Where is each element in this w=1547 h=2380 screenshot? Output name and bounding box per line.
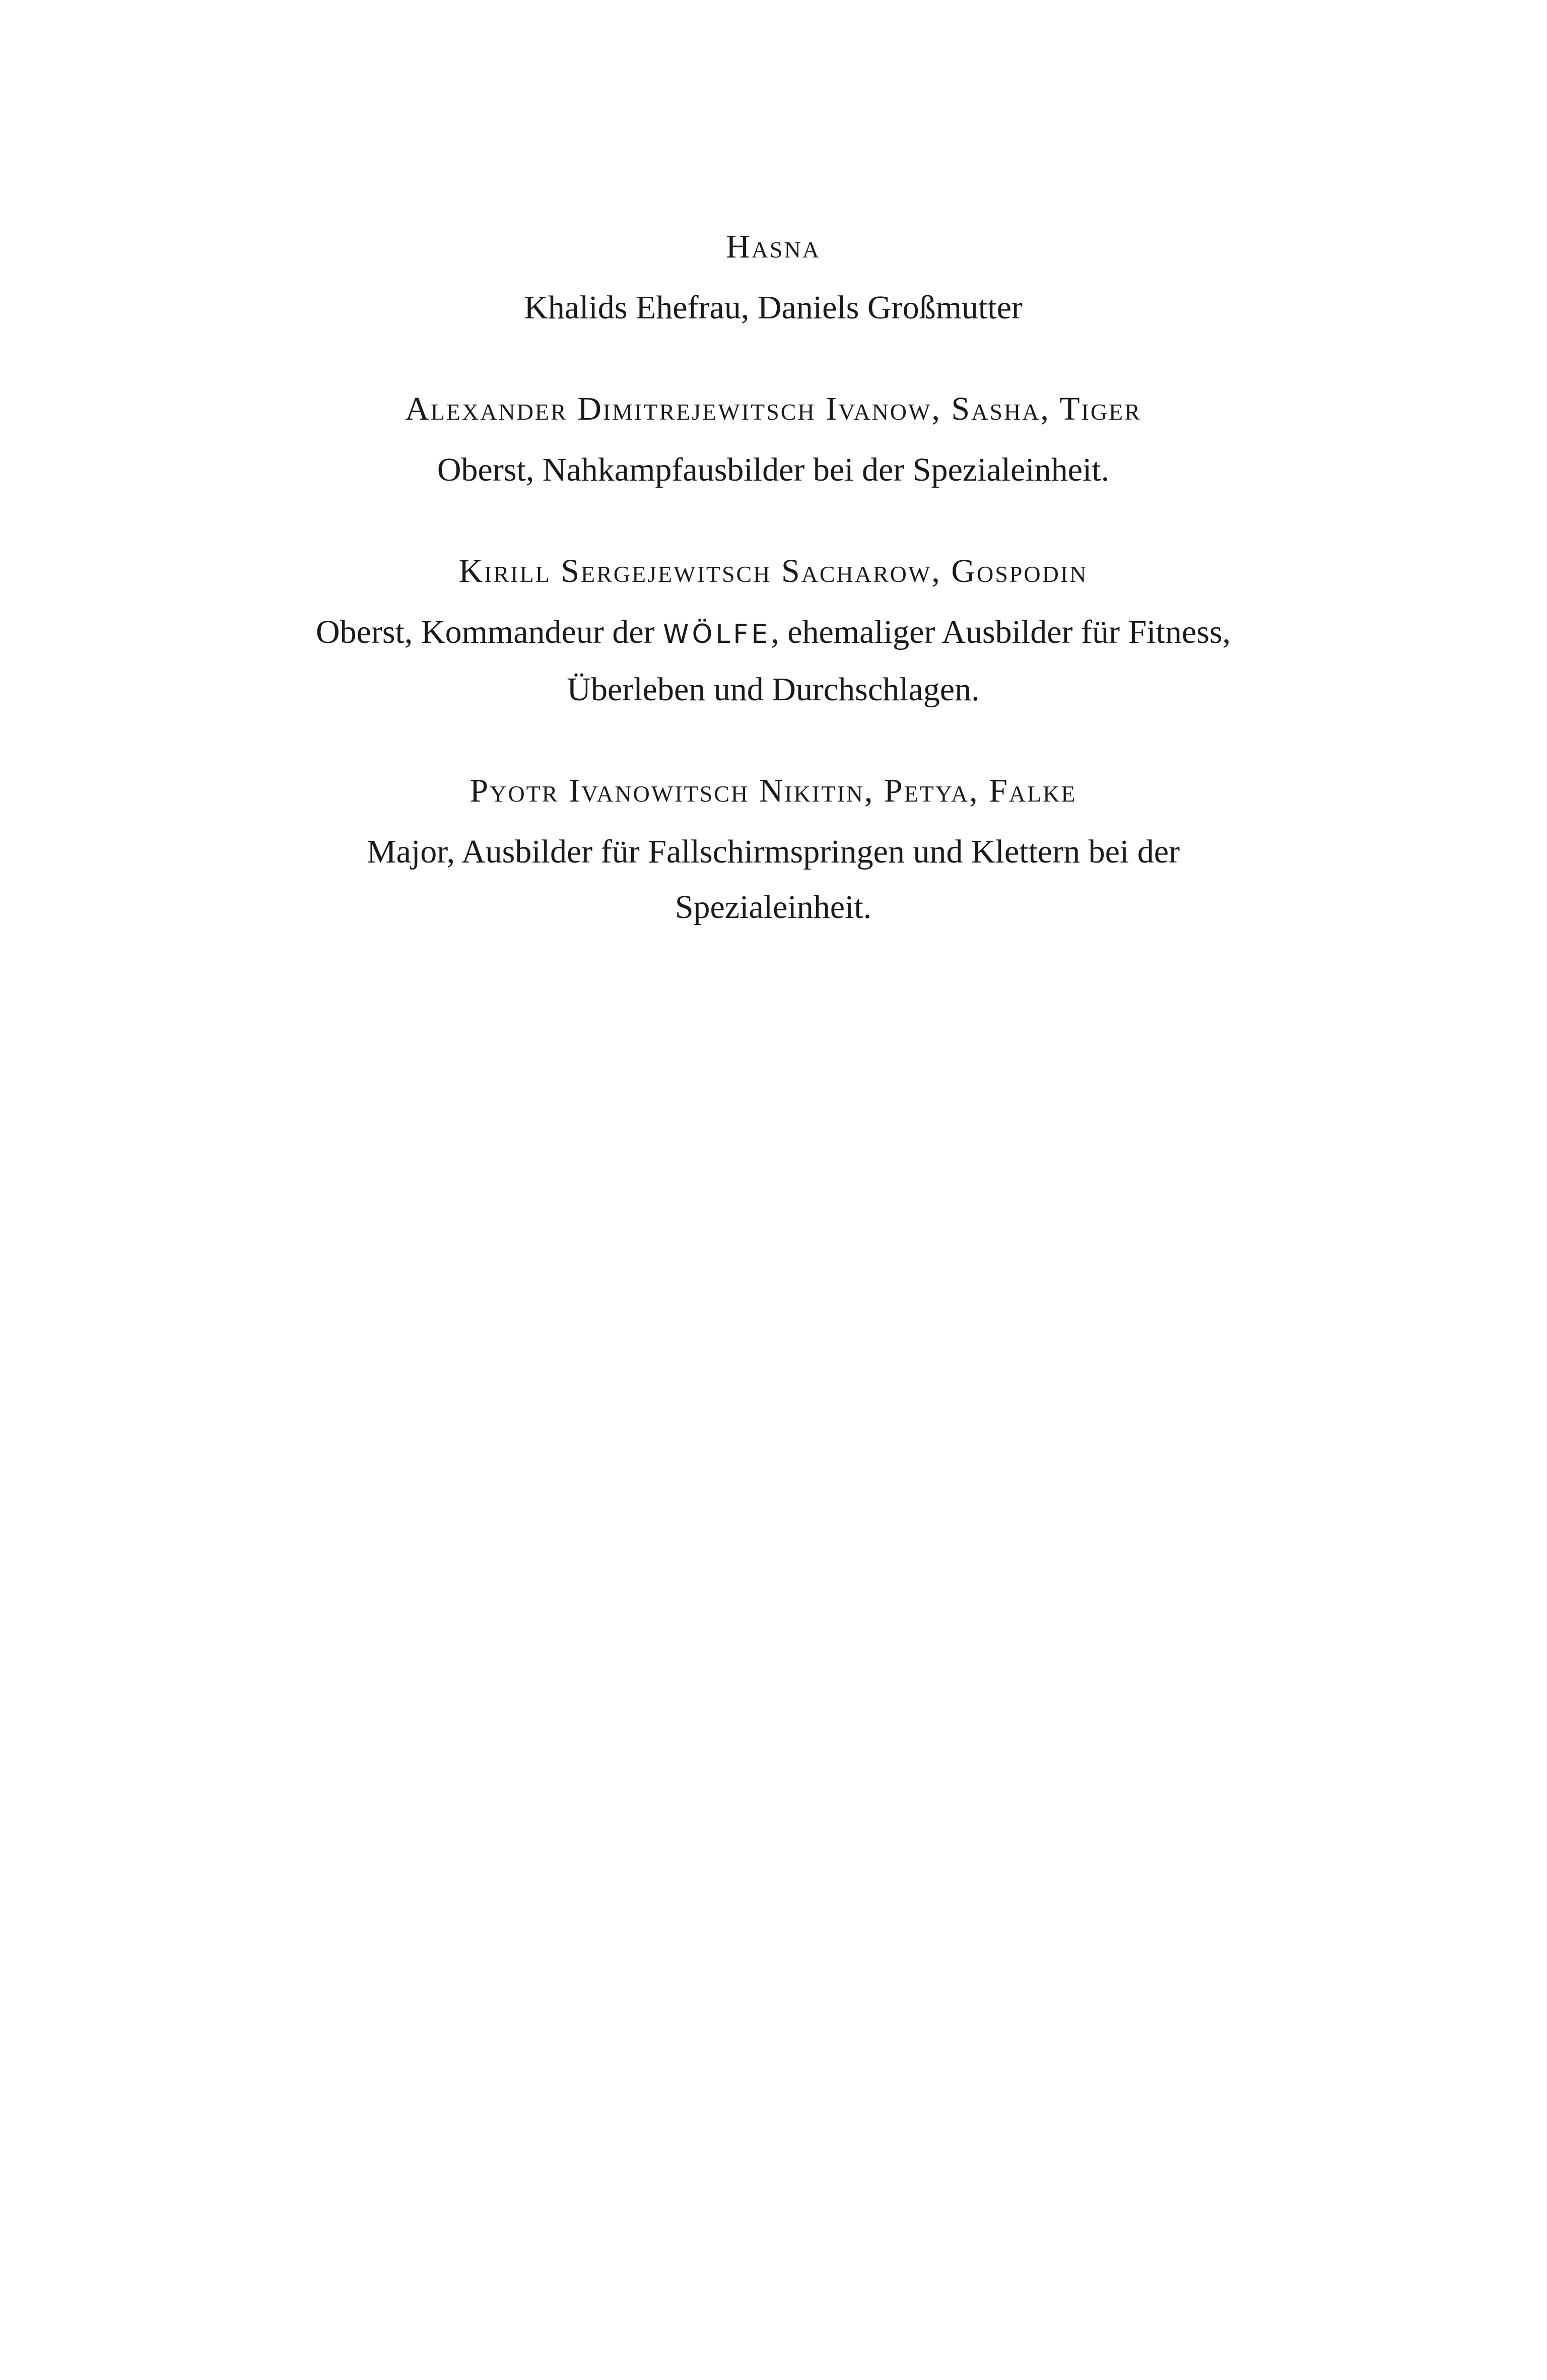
character-name: Kirill Sergejewitsch Sacharow, Gospodin — [458, 553, 1088, 589]
character-name: Hasna — [726, 228, 821, 265]
character-entry-ivanow — [282, 384, 1264, 498]
description-text: , ehemaliger Ausbilder für Fitness, — [771, 614, 1231, 650]
character-name: Alexander Dimitrejewitsch Ivanow, Sasha, Tiger — [405, 390, 1141, 427]
description-text: Major, Ausbilder für Fallschirmspringen und Klettern bei der — [366, 833, 1180, 870]
character-list — [282, 222, 1264, 983]
character-entry-nikitin — [282, 766, 1264, 935]
character-description — [282, 605, 1264, 717]
character-description — [282, 824, 1264, 935]
unit-name: WÖLFE — [663, 619, 771, 649]
character-name: Pyotr Ivanowitsch Nikitin, Petya, Falke — [469, 772, 1077, 809]
character-entry-hasna — [282, 222, 1264, 336]
description-text: Überleben und Durchschlagen. — [567, 671, 980, 708]
description-text: Spezialeinheit. — [675, 889, 872, 925]
character-description: Khalids Ehefrau, Daniels Großmutter — [524, 289, 1023, 326]
character-entry-sacharow — [282, 546, 1264, 717]
character-description: Oberst, Nahkampfausbilder bei der Spezialeinheit. — [437, 451, 1110, 488]
description-text: Oberst, Kommandeur der — [315, 614, 655, 650]
